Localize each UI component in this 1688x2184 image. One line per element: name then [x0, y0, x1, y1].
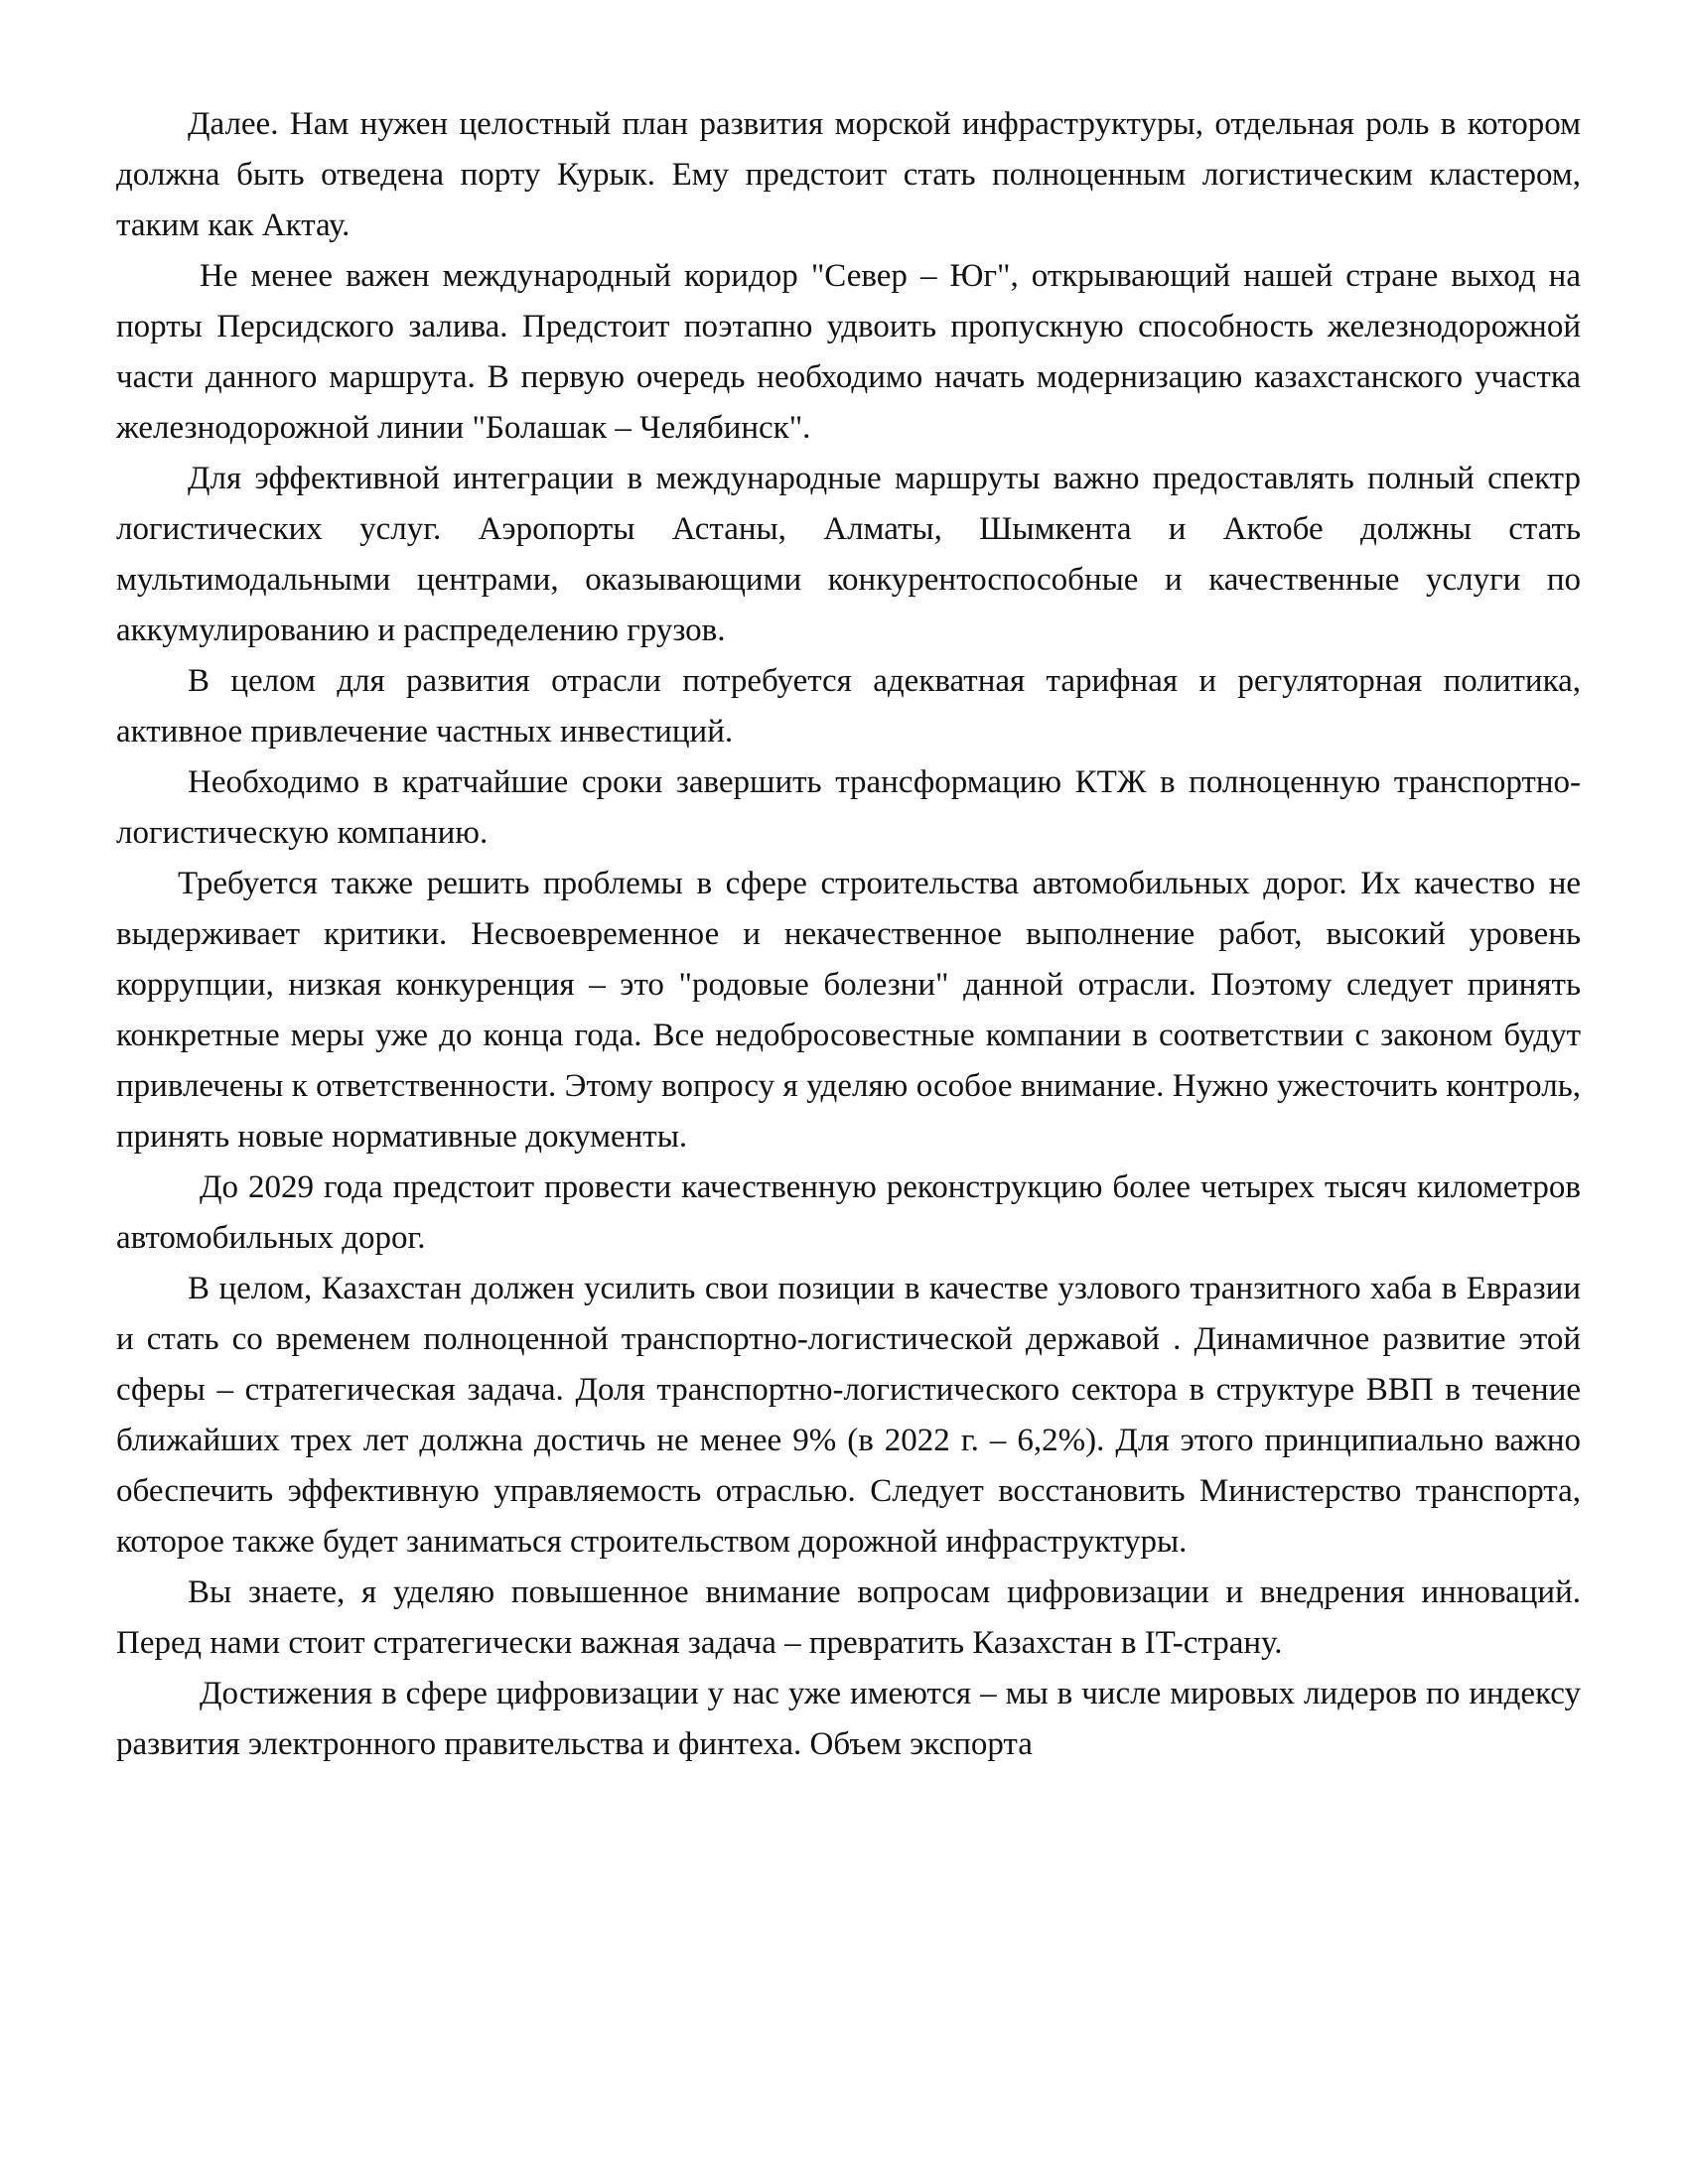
paragraph-airports-logistics: Для эффективной интеграции в международные маршруты важно предоставлять полный спектр логистических услуг. Аэропорты Астаны, Алматы, Шымкента и Актобе должны стать мультимодальными центрами, оказывающими конкурентоспособные и качественные услуги по аккумулированию и распределению грузов.	[116, 461, 1581, 648]
paragraph-digitalization: Вы знаете, я уделяю повышенное внимание вопросам цифровизации и внедрения инноваций. Перед нами стоит стратегически важная задача – превратить Казахстан в IT-страну.	[116, 1574, 1581, 1661]
paragraph-ktz-transformation: Необходимо в кратчайшие сроки завершить трансформацию КТЖ в полноценную транспортно-логистическую компанию.	[116, 764, 1581, 851]
paragraph-road-reconstruction-2029: До 2029 года предстоит провести качественную реконструкцию более четырех тысяч километров автомобильных дорог.	[116, 1169, 1581, 1256]
paragraph-digital-achievements: Достижения в сфере цифровизации у нас уже имеются – мы в числе мировых лидеров по индексу развития электронного правительства и финтеха. Объем экспорта	[116, 1676, 1581, 1762]
paragraph-road-construction: Требуется также решить проблемы в сфере строительства автомобильных дорог. Их качество не выдерживает критики. Несвоевременное и некачественное выполнение работ, высокий уровень коррупции, низкая конкуренция – это "родовые болезни" данной отрасли. Поэтому следует принять конкретные меры уже до конца года. Все недобросовестные компании в соответствии с законом будут привлечены к ответственности. Этому вопросу я уделяю особое внимание. Нужно ужесточить контроль, принять новые нормативные документы.	[116, 866, 1581, 1155]
document-body	[116, 99, 1581, 1770]
paragraph-tariff-policy: В целом для развития отрасли потребуется адекватная тарифная и регуляторная политика, активное привлечение частных инвестиций.	[116, 663, 1581, 750]
paragraph-transit-hub: В целом, Казахстан должен усилить свои позиции в качестве узлового транзитного хаба в Евразии и стать со временем полноценной транспортно-логистической державой . Динамичное развитие этой сферы – стратегическая задача. Доля транспортно-логистического сектора в структуре ВВП в течение ближайших трех лет должна достичь не менее 9% (в 2022 г. – 6,2%). Для этого принципиально важно обеспечить эффективную управляемость отраслью. Следует восстановить Министерство транспорта, которое также будет заниматься строительством дорожной инфраструктуры.	[116, 1271, 1581, 1560]
paragraph-north-south-corridor: Не менее важен международный коридор "Север – Юг", открывающий нашей стране выход на порты Персидского залива. Предстоит поэтапно удвоить пропускную способность железнодорожной части данного маршрута. В первую очередь необходимо начать модернизацию казахстанского участка железнодорожной линии "Болашак – Челябинск".	[116, 258, 1581, 446]
paragraph-maritime-infrastructure: Далее. Нам нужен целостный план развития морской инфраструктуры, отдельная роль в котором должна быть отведена порту Курык. Ему предстоит стать полноценным логистическим кластером, таким как Актау.	[116, 106, 1581, 243]
